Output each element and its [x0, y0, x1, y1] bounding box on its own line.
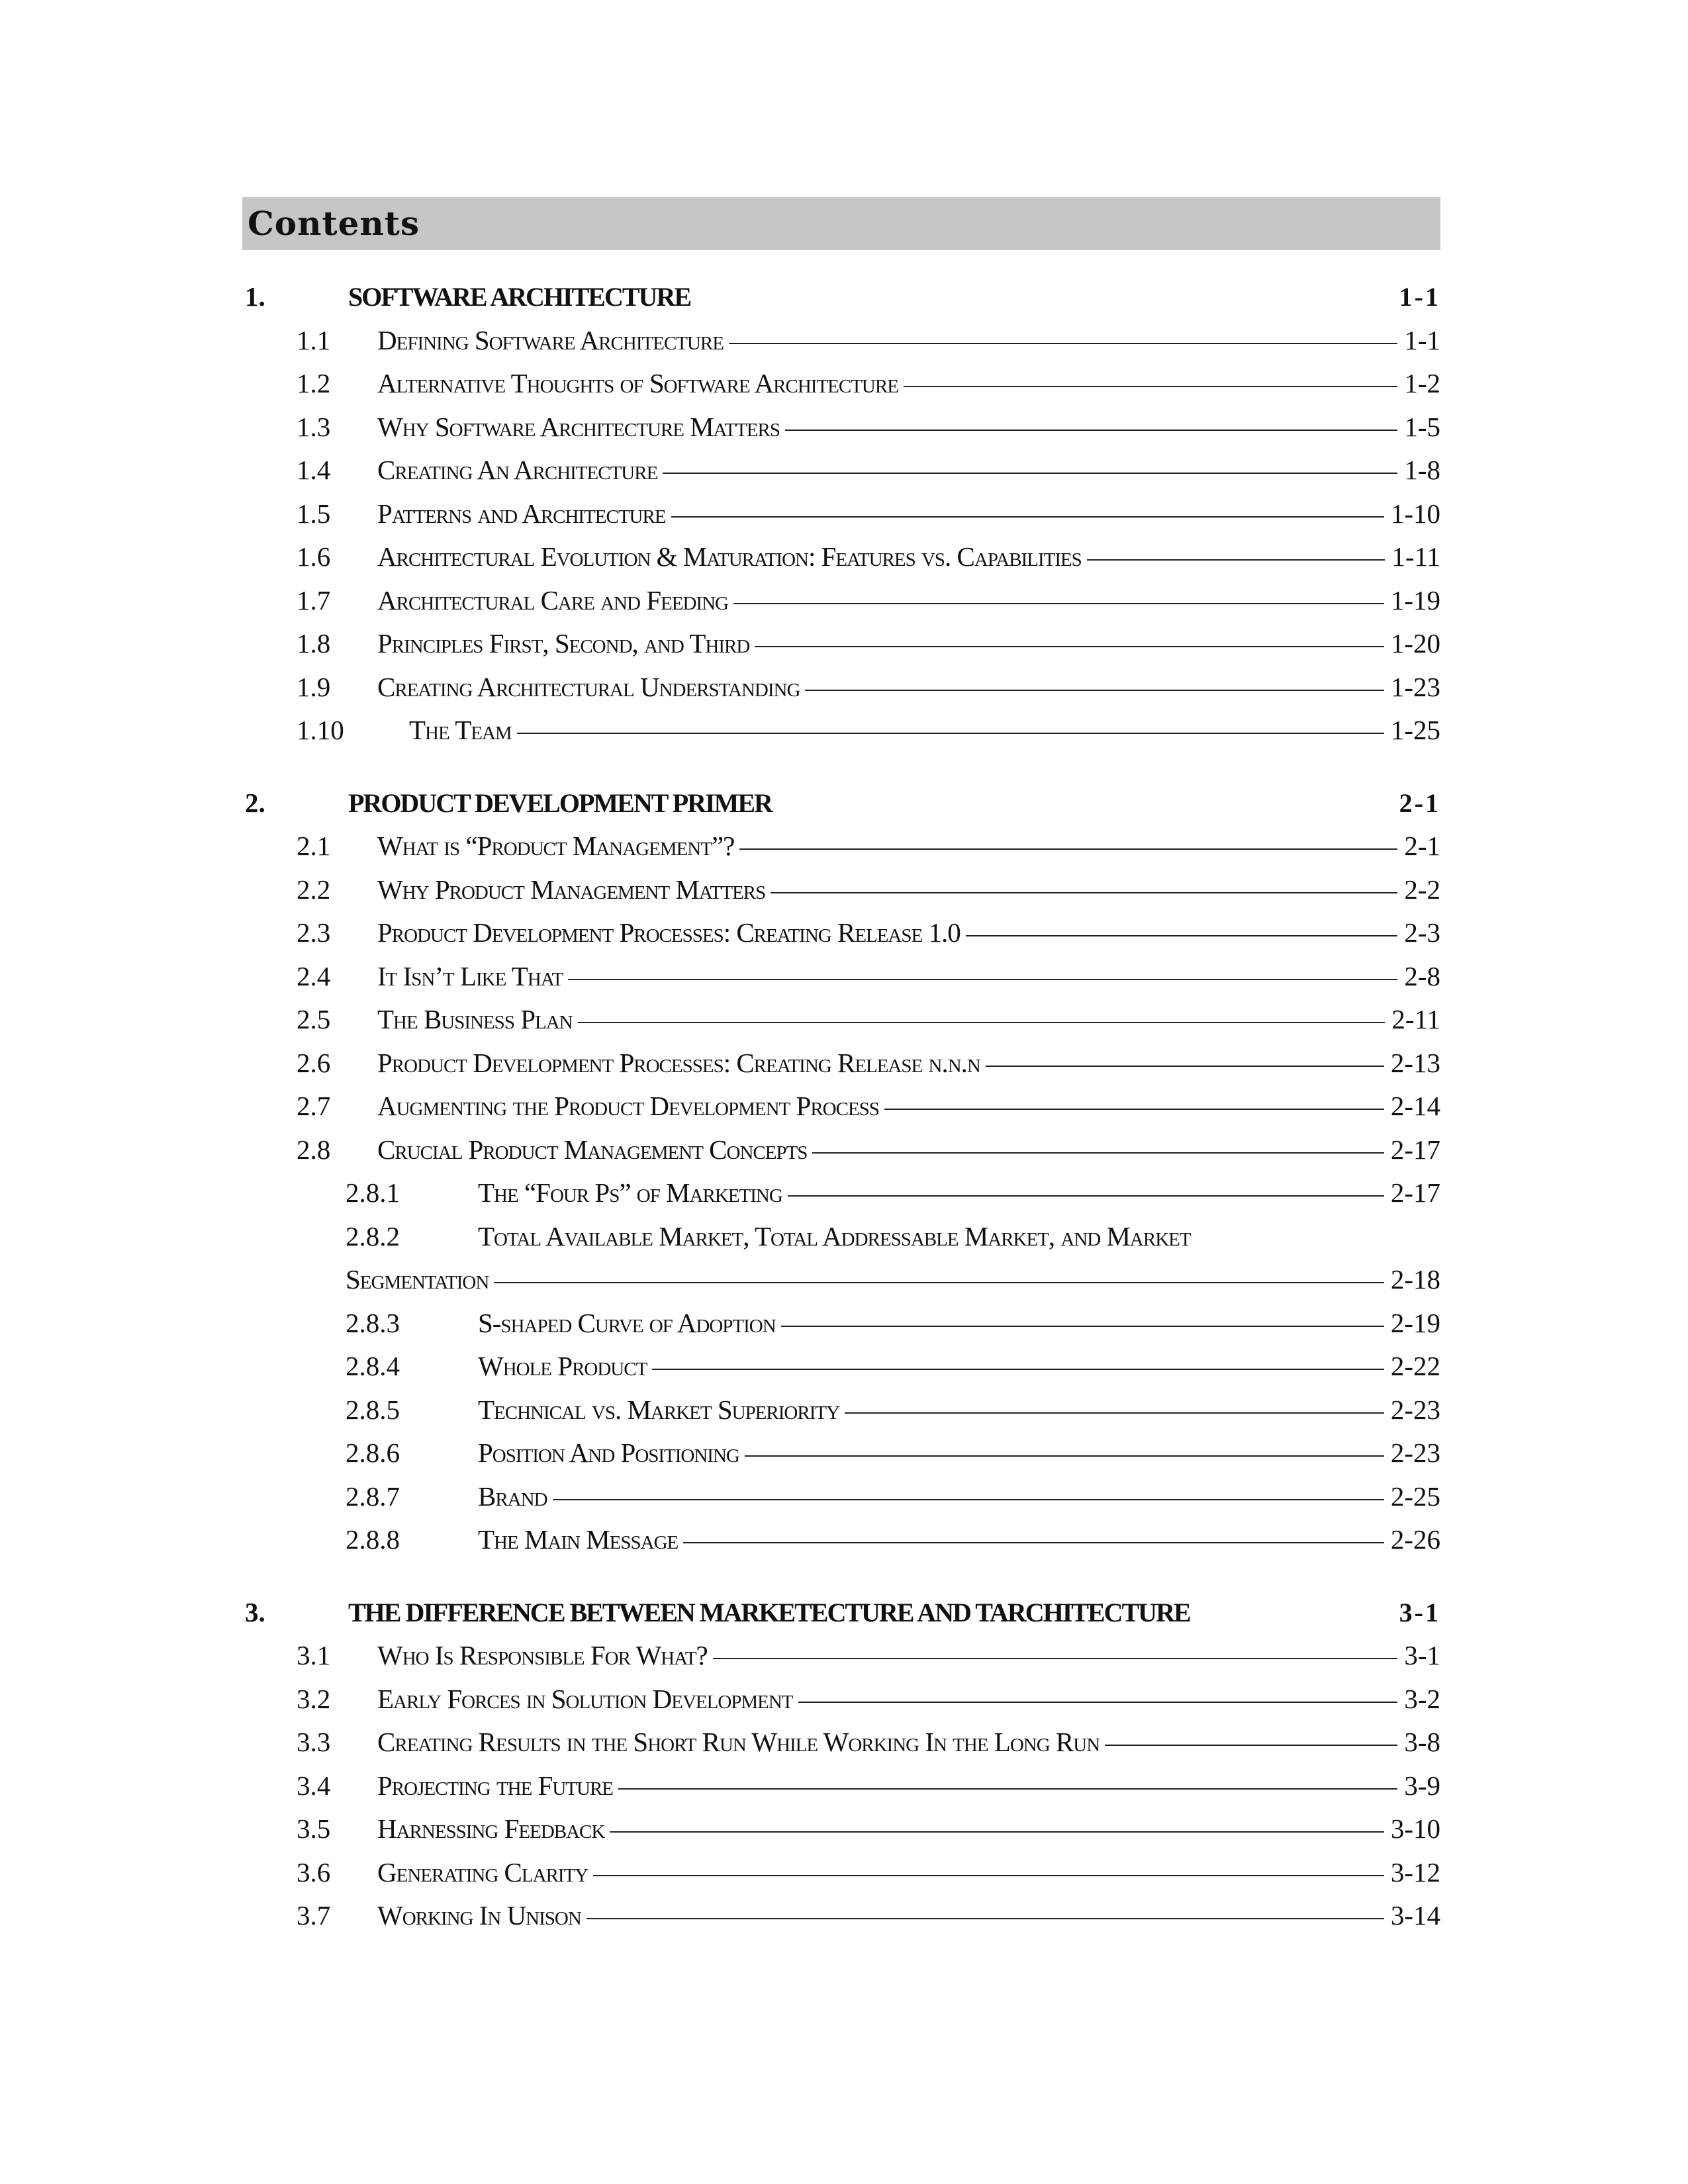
toc-entry[interactable]: [242, 492, 1440, 536]
section-number: 1.10: [297, 715, 344, 745]
section-title: Working In Unison: [377, 1900, 581, 1931]
toc-entry[interactable]: [242, 1085, 1440, 1128]
subsection-page: 2-17: [1390, 1177, 1440, 1208]
section-page: 1-8: [1404, 455, 1440, 485]
subsection-title: Brand: [478, 1480, 547, 1512]
section-page: 3-10: [1390, 1813, 1440, 1844]
section-number: 2.4: [297, 960, 331, 991]
section-title: Creating Results in the Short Run While Working In the Long Run: [377, 1727, 1100, 1757]
section-title: The Business Plan: [377, 1004, 573, 1034]
toc-entry-wrapped[interactable]: [242, 1215, 1440, 1259]
toc-entry[interactable]: [242, 1721, 1440, 1764]
section-page: 1-2: [1404, 368, 1440, 398]
chapter-title: THE DIFFERENCE BETWEEN MARKETECTURE AND TARCHITECTURE: [348, 1597, 1190, 1627]
section-page: 3-9: [1404, 1770, 1440, 1801]
toc-entry[interactable]: [242, 1764, 1440, 1808]
section-title: Defining Software Architecture: [377, 324, 724, 355]
subsection-number: 2.8.4: [346, 1351, 400, 1381]
toc-entry[interactable]: [242, 1432, 1440, 1475]
toc-entry[interactable]: [242, 1807, 1440, 1851]
toc-entry[interactable]: [242, 362, 1440, 406]
dot-leader: [966, 935, 1398, 936]
subsection-number: 2.8.6: [346, 1437, 400, 1468]
dot-leader: [610, 1831, 1383, 1833]
toc-entry[interactable]: [242, 1678, 1440, 1721]
section-title: Product Development Processes: Creating Release n.n.n: [377, 1047, 980, 1078]
subsection-page: 2-19: [1390, 1307, 1440, 1338]
toc-entry[interactable]: [242, 1171, 1440, 1215]
dot-leader: [1087, 559, 1385, 561]
section-title: Generating Clarity: [377, 1856, 588, 1888]
section-number: 3.3: [297, 1727, 331, 1757]
chapter-page: 2-1: [1399, 788, 1440, 818]
chapter-number: 1.: [245, 281, 265, 312]
section-number: 3.6: [297, 1856, 331, 1888]
section-page: 2-1: [1404, 831, 1440, 861]
section-title: Alternative Thoughts of Software Architecture: [377, 368, 898, 398]
contents-heading: Contents: [242, 197, 1440, 250]
dot-leader: [788, 1195, 1384, 1197]
chapter-gap: [242, 752, 1440, 782]
chapter-3-entry[interactable]: [242, 1591, 1440, 1635]
section-number: 1.2: [297, 368, 331, 398]
section-number: 2.7: [297, 1091, 331, 1121]
section-page: 2-17: [1390, 1134, 1440, 1165]
toc-entry[interactable]: [242, 868, 1440, 912]
dot-leader: [771, 892, 1397, 893]
dot-leader: [798, 1702, 1398, 1703]
chapter-page: 1-1: [1399, 282, 1440, 312]
subsection-number: 2.8.3: [346, 1307, 400, 1338]
section-title: What is “Product Management”?: [377, 831, 735, 861]
section-number: 1.3: [297, 411, 331, 442]
section-page: 2-14: [1390, 1091, 1440, 1121]
toc-entry[interactable]: [242, 1128, 1440, 1172]
subsection-number: 2.8.1: [346, 1177, 400, 1208]
toc-entry[interactable]: [242, 1388, 1440, 1432]
toc-page: [242, 197, 1440, 1938]
section-page: 2-3: [1404, 917, 1440, 948]
dot-leader: [733, 603, 1384, 604]
section-number: 1.4: [297, 455, 331, 485]
dot-leader: [745, 1455, 1384, 1457]
dot-leader: [671, 516, 1384, 518]
section-page: 1-11: [1391, 541, 1440, 572]
toc-entry[interactable]: [242, 666, 1440, 709]
section-number: 3.1: [297, 1640, 331, 1670]
section-number: 3.5: [297, 1813, 331, 1844]
section-page: 2-2: [1404, 874, 1440, 905]
toc-entry[interactable]: [242, 998, 1440, 1042]
toc-entry[interactable]: [242, 1894, 1440, 1938]
section-title: Early Forces in Solution Development: [377, 1683, 793, 1714]
chapter-title: SOFTWARE ARCHITECTURE: [348, 282, 691, 312]
section-title: Product Development Processes: Creating Release 1.0: [377, 917, 961, 948]
section-page: 3-1: [1404, 1640, 1440, 1670]
chapter-title: PRODUCT DEVELOPMENT PRIMER: [348, 788, 772, 818]
subsection-page: 2-22: [1390, 1351, 1440, 1381]
section-title: Who Is Responsible For What?: [377, 1640, 708, 1670]
dot-leader: [568, 979, 1397, 980]
section-title: Augmenting the Product Development Process: [377, 1091, 879, 1121]
section-number: 2.2: [297, 874, 331, 905]
section-title: Why Product Management Matters: [377, 874, 766, 905]
section-title: Creating Architectural Understanding: [377, 671, 800, 702]
section-page: 3-2: [1404, 1683, 1440, 1714]
section-page: 1-1: [1404, 324, 1440, 355]
table-of-contents: [242, 275, 1440, 1938]
section-page: 3-12: [1390, 1856, 1440, 1888]
dot-leader: [652, 1369, 1384, 1370]
subsection-title-line-2: Segmentation: [346, 1264, 489, 1295]
subsection-title: The Main Message: [478, 1524, 679, 1555]
section-page: 1-25: [1390, 715, 1440, 745]
section-page: 1-5: [1404, 411, 1440, 442]
dot-leader: [593, 1875, 1384, 1876]
dot-leader: [663, 473, 1397, 474]
dot-leader: [812, 1152, 1383, 1154]
toc-entry[interactable]: [242, 319, 1440, 363]
subsection-title: S-shaped Curve of Adoption: [478, 1307, 776, 1338]
chapter-gap: [242, 1562, 1440, 1591]
toc-entry[interactable]: [242, 1634, 1440, 1678]
section-page: 2-11: [1391, 1004, 1440, 1034]
subsection-page: 2-18: [1390, 1264, 1440, 1295]
section-title: The Team: [409, 715, 512, 745]
section-number: 1.9: [297, 671, 331, 702]
dot-leader: [986, 1066, 1384, 1067]
section-number: 3.7: [297, 1900, 331, 1931]
section-page: 2-13: [1390, 1047, 1440, 1078]
section-title: Patterns and Architecture: [377, 498, 666, 529]
chapter-number: 3.: [245, 1596, 265, 1627]
toc-entry[interactable]: [242, 535, 1440, 579]
toc-entry[interactable]: [242, 1302, 1440, 1345]
section-number: 1.6: [297, 541, 331, 572]
subsection-page: 2-25: [1390, 1480, 1440, 1512]
dot-leader: [781, 1326, 1384, 1327]
section-page: 1-23: [1390, 671, 1440, 702]
dot-leader: [618, 1788, 1397, 1790]
section-title: Harnessing Feedback: [377, 1813, 605, 1844]
section-title: Architectural Evolution & Maturation: Features vs. Capabilities: [377, 541, 1082, 572]
section-page: 3-8: [1404, 1727, 1440, 1757]
dot-leader: [755, 646, 1384, 647]
chapter-number: 2.: [245, 787, 265, 818]
subsection-title: Position And Positioning: [478, 1437, 739, 1468]
dot-leader: [729, 343, 1397, 344]
dot-leader: [713, 1658, 1398, 1659]
toc-entry[interactable]: [242, 911, 1440, 955]
toc-entry[interactable]: [242, 579, 1440, 623]
section-number: 2.5: [297, 1004, 331, 1034]
subsection-title-line-1: Total Available Market, Total Addressable Market, and Market: [478, 1220, 1191, 1251]
section-title: Why Software Architecture Matters: [377, 411, 780, 442]
subsection-number: 2.8.5: [346, 1394, 400, 1425]
section-number: 2.1: [297, 831, 331, 861]
section-number: 1.8: [297, 628, 331, 659]
chapter-2-entry[interactable]: [242, 782, 1440, 825]
dot-leader: [884, 1109, 1384, 1110]
dot-leader: [683, 1542, 1384, 1543]
toc-entry[interactable]: [242, 1345, 1440, 1388]
dot-leader: [586, 1918, 1384, 1919]
section-page: 2-8: [1404, 960, 1440, 991]
section-number: 1.1: [297, 324, 331, 355]
toc-entry[interactable]: [242, 406, 1440, 449]
dot-leader: [805, 690, 1383, 691]
toc-entry[interactable]: [242, 825, 1440, 868]
dot-leader: [553, 1499, 1384, 1500]
subsection-number: 2.8.2: [346, 1220, 400, 1251]
subsection-page: 2-23: [1390, 1437, 1440, 1468]
chapter-page: 3-1: [1399, 1597, 1440, 1627]
toc-entry[interactable]: [242, 1518, 1440, 1562]
toc-entry[interactable]: [242, 955, 1440, 999]
section-page: 3-14: [1390, 1900, 1440, 1931]
section-title: Architectural Care and Feeding: [377, 584, 728, 615]
toc-entry[interactable]: [242, 1042, 1440, 1085]
section-page: 1-19: [1390, 584, 1440, 615]
section-title: It Isn’t Like That: [377, 960, 563, 991]
toc-entry-wrapped-continuation[interactable]: [242, 1258, 1440, 1302]
section-page: 1-10: [1390, 498, 1440, 529]
toc-entry[interactable]: [242, 1475, 1440, 1519]
section-title: Principles First, Second, and Third: [377, 628, 750, 659]
dot-leader: [739, 848, 1397, 850]
dot-leader: [517, 733, 1384, 734]
subsection-title: The “Four Ps” of Marketing: [478, 1177, 782, 1208]
section-number: 1.7: [297, 584, 331, 615]
dot-leader: [785, 430, 1397, 431]
section-number: 3.2: [297, 1683, 331, 1714]
section-number: 3.4: [297, 1770, 331, 1801]
toc-entry[interactable]: [242, 449, 1440, 492]
section-title: Crucial Product Management Concepts: [377, 1134, 808, 1165]
section-number: 2.6: [297, 1047, 331, 1078]
dot-leader: [904, 386, 1397, 387]
subsection-page: 2-23: [1390, 1394, 1440, 1425]
toc-entry[interactable]: [242, 622, 1440, 666]
subsection-title: Technical vs. Market Superiority: [478, 1394, 840, 1425]
subsection-number: 2.8.7: [346, 1480, 400, 1512]
toc-entry[interactable]: [242, 709, 1440, 752]
section-page: 1-20: [1390, 628, 1440, 659]
section-number: 1.5: [297, 498, 331, 529]
subsection-page: 2-26: [1390, 1524, 1440, 1555]
section-number: 2.3: [297, 917, 331, 948]
chapter-1-entry[interactable]: [242, 275, 1440, 319]
section-title: Creating An Architecture: [377, 455, 658, 485]
dot-leader: [578, 1022, 1385, 1023]
dot-leader: [1105, 1745, 1397, 1746]
section-number: 2.8: [297, 1134, 331, 1165]
subsection-number: 2.8.8: [346, 1524, 400, 1555]
dot-leader: [845, 1412, 1384, 1414]
section-title: Projecting the Future: [377, 1770, 614, 1801]
dot-leader: [494, 1282, 1384, 1283]
subsection-title: Whole Product: [478, 1351, 647, 1381]
toc-entry[interactable]: [242, 1851, 1440, 1895]
